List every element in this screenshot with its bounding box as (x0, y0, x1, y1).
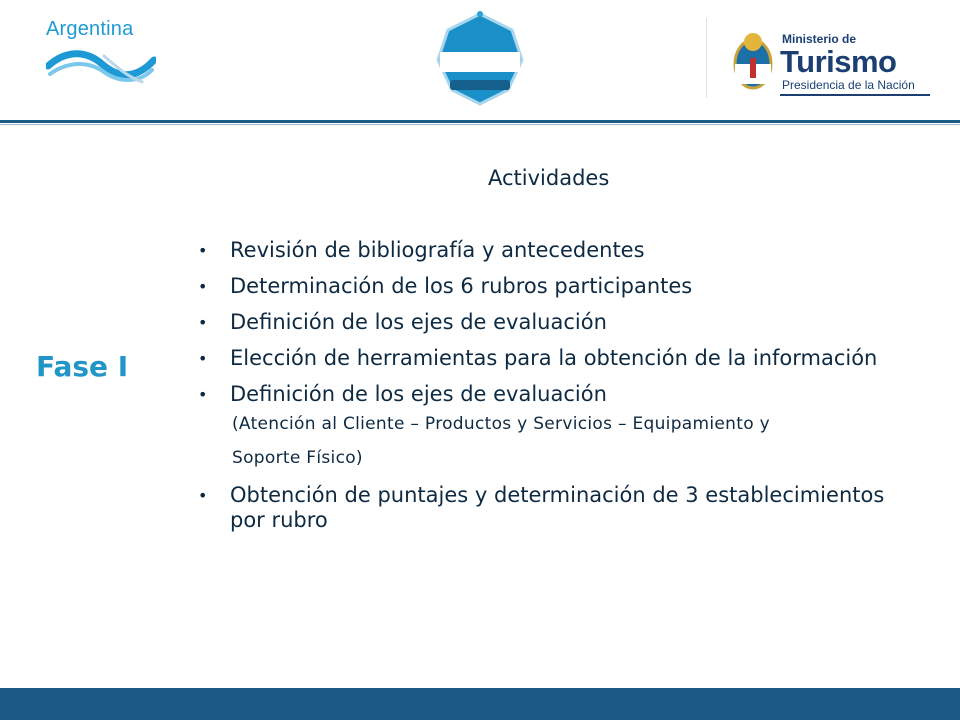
bullet-icon: • (198, 313, 208, 332)
ministry-underline (780, 94, 930, 96)
argentina-brand-logo (46, 14, 166, 100)
list-item (196, 382, 896, 407)
ministry-label-big: Turismo (780, 44, 897, 79)
list-item-text: Revisión de bibliografía y antecedentes (230, 238, 645, 262)
list-item-text: Elección de herramientas para la obtención de la información (230, 346, 878, 370)
list-item-text: Obtención de puntajes y determinación de 3 establecimientos por rubro (230, 483, 885, 532)
list-item-text: Definición de los ejes de evaluación (230, 310, 607, 334)
ministry-label-sub: Presidencia de la Nación (782, 78, 915, 92)
argentina-brand-text: Argentina (46, 18, 134, 40)
bullet-icon: • (198, 241, 208, 260)
list-item (196, 238, 896, 263)
phase-label: Fase I (36, 350, 129, 383)
national-seal-icon (732, 30, 774, 92)
bullet-icon: • (198, 349, 208, 368)
argentina-waves-icon (46, 46, 156, 86)
ministry-label-small: Ministerio de (782, 32, 857, 46)
footer-bar (0, 688, 960, 720)
ministry-logo (724, 22, 934, 106)
bullet-icon: • (198, 385, 208, 404)
list-item (196, 274, 896, 299)
list-item-text: Determinación de los 6 rubros participantes (230, 274, 693, 298)
list-item-continuation (196, 407, 896, 441)
congress-badge-logo (430, 8, 530, 108)
bullet-icon: • (198, 277, 208, 296)
bullet-icon: • (198, 486, 208, 505)
list-item-continuation (196, 441, 896, 475)
list-item (196, 310, 896, 335)
list-item (196, 483, 896, 533)
list-item-text: Definición de los ejes de evaluación (230, 382, 607, 406)
header-rule-secondary (0, 124, 960, 125)
header (0, 0, 960, 122)
ministry-divider (706, 18, 707, 98)
section-title: Actividades (488, 166, 610, 190)
list-item-text: Soporte Físico) (232, 448, 363, 468)
header-rule (0, 120, 960, 123)
list-item-text: (Atención al Cliente – Productos y Servicios – Equipamiento y (232, 414, 770, 434)
activities-list (196, 238, 896, 544)
list-item (196, 346, 896, 371)
